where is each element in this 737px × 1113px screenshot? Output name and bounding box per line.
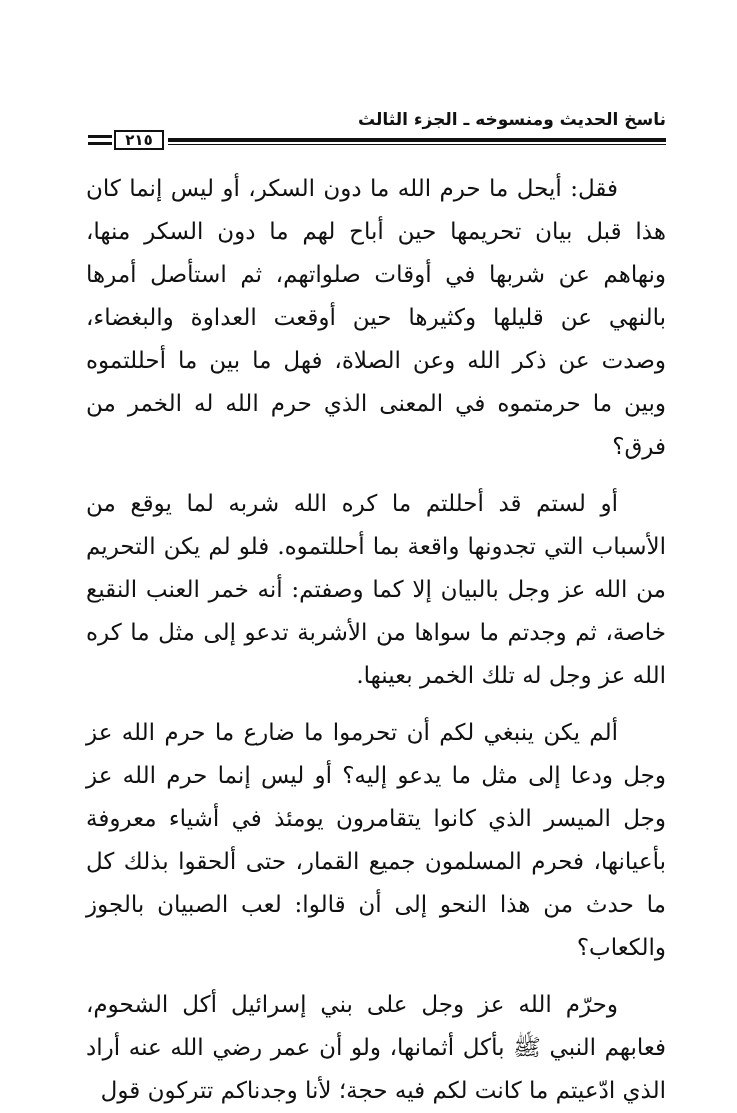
header-rule-thin: [168, 144, 666, 145]
page-header: [88, 104, 666, 154]
running-title: ناسخ الحديث ومنسوخه ـ الجزء الثالث: [358, 110, 666, 130]
paragraph-2: أو لستم قد أحللتم ما كره الله شربه لما يوقع من الأسباب التي تجدونها واقعة بما أحللتموه. فلو لم يكن التحريم من الله عز وجل بالبيان إلا كما وصفتم: أنه خمر العنب النقيع خاصة، ثم وجدتم ما سواها من الأشربة تدعو إلى مثل ما كره الله عز وجل له تلك الخمر بعينها.: [86, 491, 666, 689]
paragraph-1: فقل: أيحل ما حرم الله ما دون السكر، أو ليس إنما كان هذا قبل بيان تحريمها حين أباح لهم ما دون السكر منها، ونهاهم عن شربها في أوقات صلواتهم، ثم استأصل أمرها بالنهي عن قليلها وكثيرها حين أوقعت العداوة والبغضاء، وصدت عن ذكر الله وعن الصلاة، فهل ما بين ما أحللتموه وبين ما حرمتموه في المعنى الذي حرم الله له الخمر من فرق؟: [86, 176, 666, 460]
body-text: [86, 168, 666, 1113]
page-number: ٢١٥: [114, 130, 164, 150]
page-number-dash: [88, 142, 112, 145]
paragraph-4: وحرّم الله عز وجل على بني إسرائيل أكل الشحوم، فعابهم النبي ﷺ بأكل أثمانها، ولو أن عمر رضي الله عنه أراد الذي ادّعيتم ما كانت لكم فيه حجة؛ لأنا وجدناكم تتركون قول: [86, 992, 666, 1104]
header-rule-thick: [168, 138, 666, 142]
page-number-dash: [88, 135, 112, 138]
paragraph-3: ألم يكن ينبغي لكم أن تحرموا ما ضارع ما حرم الله عز وجل ودعا إلى مثل ما يدعو إليه؟ أو ليس إنما حرم الله عز وجل الميسر الذي كانوا يتقامرون يومئذ في أشياء معروفة بأعيانها، فحرم المسلمون جميع القمار، حتى ألحقوا بذلك كل ما حدث من هذا النحو إلى أن قالوا: لعب الصبيان بالجوز والكعاب؟: [86, 720, 666, 961]
